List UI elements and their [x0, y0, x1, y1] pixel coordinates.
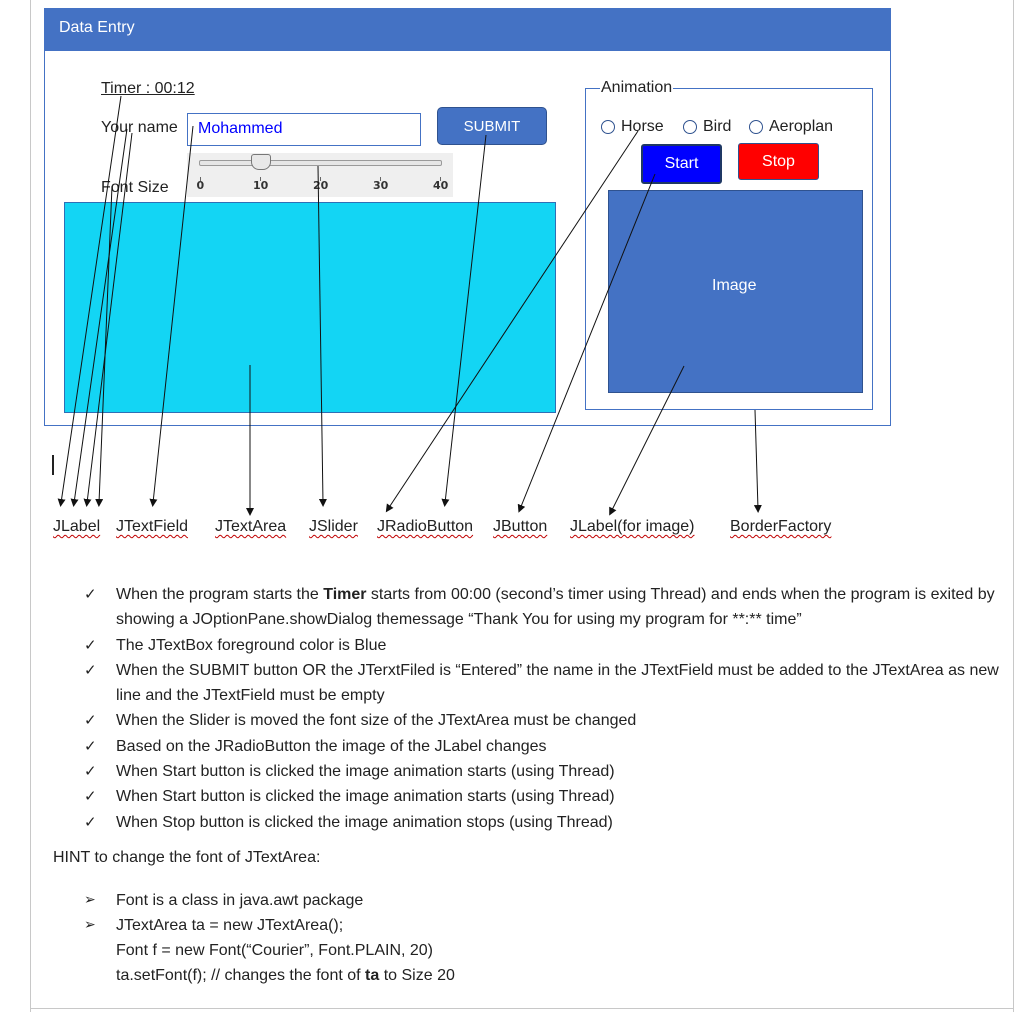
requirement-item: ✓ The JTextBox foreground color is Blue	[84, 633, 999, 658]
requirement-item: ✓ When Start button is clicked the image animation starts (using Thread)	[84, 784, 999, 809]
radio-aeroplan[interactable]: Aeroplan	[749, 118, 833, 136]
requirement-item: ✓ When the Slider is moved the font size of the JTextArea must be changed	[84, 708, 999, 733]
requirement-item: ✓ When the SUBMIT button OR the JTerxtFiled is “Entered” the name in the JTextField must be added to the JTextArea as new line and the JTextField must be empty	[84, 658, 999, 709]
arrow-jtextfield	[153, 126, 193, 503]
arrow-jslider	[318, 166, 323, 503]
component-label-jradiobutton: JRadioButton	[377, 518, 474, 535]
requirements-list	[84, 582, 999, 835]
requirement-item: ✓ When Stop button is clicked the image animation stops (using Thread)	[84, 810, 999, 835]
stop-button[interactable]: Stop	[738, 143, 819, 180]
component-label-jlabel-image: JLabel(for image)	[570, 518, 695, 535]
slider-tick-label: 40	[433, 179, 449, 192]
component-label-borderfactory: BorderFactory	[730, 518, 832, 535]
image-placeholder-text: Image	[712, 277, 757, 294]
component-label-jslider: JSlider	[309, 518, 358, 535]
component-label-jlabel: JLabel	[53, 518, 101, 535]
timer-label: Timer : 00:12	[101, 80, 195, 97]
component-label-jbutton: JButton	[493, 518, 548, 535]
requirement-item: ✓ When the program starts the Timer starts from 00:00 (second’s timer using Thread) and ends when the program is exited by showing a JOptionPane.showDialog themessage “Thank You for using my program for **:** time”	[84, 582, 999, 633]
hint-title: HINT to change the font of JTextArea:	[53, 849, 321, 866]
font-size-label: Font Size	[101, 179, 169, 196]
animation-panel-title: Animation	[601, 79, 673, 96]
arrow-jbutton	[445, 135, 486, 503]
submit-button[interactable]: SUBMIT	[437, 107, 547, 145]
arrow-jlabel-name	[74, 129, 127, 503]
requirement-item: ✓ Based on the JRadioButton the image of the JLabel changes	[84, 734, 999, 759]
slider-tick-label: 20	[313, 179, 329, 192]
start-button[interactable]: Start	[641, 144, 722, 184]
slider-tick-label: 30	[373, 179, 389, 192]
arrow-jlabel-image	[611, 366, 684, 512]
requirement-item: ✓ When Start button is clicked the image animation starts (using Thread)	[84, 759, 999, 784]
slider-tick-label: 0	[196, 179, 205, 192]
arrow-jlabel-font	[87, 133, 132, 503]
name-label: Your name	[101, 119, 178, 136]
hint-item: ➢ JTextArea ta = new JTextArea();	[84, 913, 784, 938]
hint-code-line: Font f = new Font(“Courier”, Font.PLAIN, 20)	[116, 942, 434, 959]
component-label-jtextfield: JTextField	[116, 518, 189, 535]
hint-item: ➢ Font is a class in java.awt package	[84, 888, 784, 913]
radio-bird[interactable]: Bird	[683, 118, 731, 136]
window-title: Data Entry	[59, 19, 135, 36]
component-label-jtextarea: JTextArea	[215, 518, 287, 535]
radio-horse[interactable]: Horse	[601, 118, 664, 136]
arrow-borderfactory	[755, 410, 758, 509]
slider-tick-label: 10	[253, 179, 269, 192]
hint-code-line: ta.setFont(f); // changes the font of ta to Size 20	[116, 967, 455, 984]
arrow-jbutton-start	[520, 174, 655, 509]
hint-list	[84, 888, 784, 988]
arrow-jradiobutton	[388, 131, 638, 509]
